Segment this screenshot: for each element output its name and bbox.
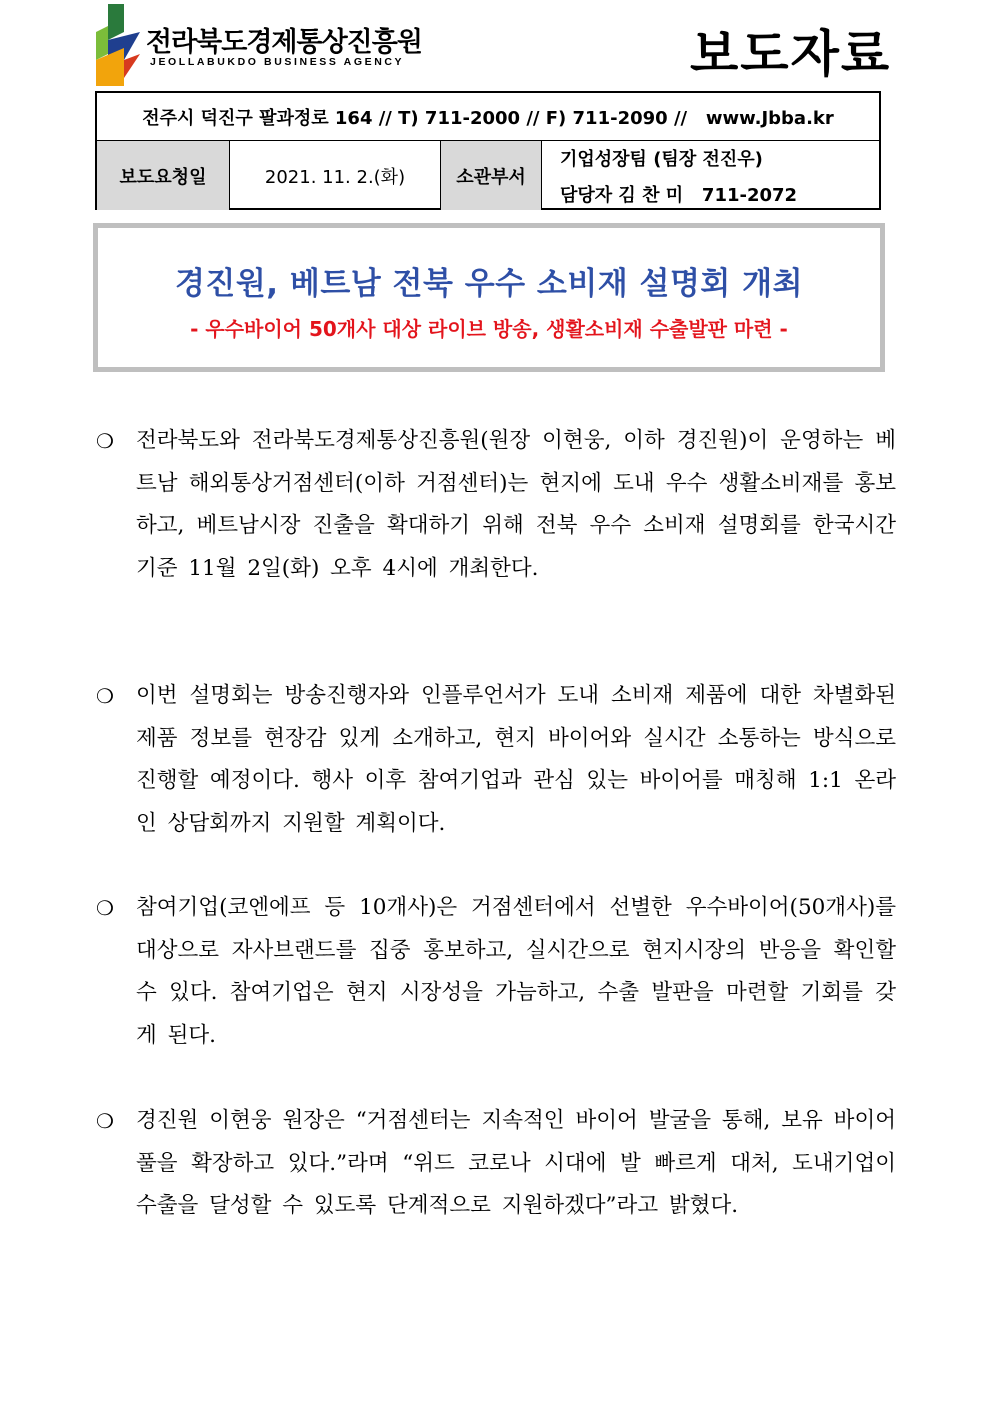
body-paragraph bbox=[96, 675, 896, 845]
document-type-title: 보도자료 bbox=[690, 25, 892, 83]
department-name: 기업성장팀 (팀장 전진우) bbox=[560, 148, 763, 170]
bullet-circle-icon: ❍ bbox=[96, 896, 114, 920]
press-info-table bbox=[95, 91, 881, 210]
headline-subtitle: - 우수바이어 50개사 대상 라이브 방송, 생활소비재 수출발판 마련 - bbox=[190, 317, 788, 341]
logo-mark-icon bbox=[94, 2, 142, 88]
paragraph-text: 전라북도와 전라북도경제통상진흥원(원장 이현웅, 이하 경진원)이 운영하는 베트남 해외통상거점센터(이하 거점센터)는 현지에 도내 우수 생활소비재를 홍보하고, 베트남시장 진출을 확대하기 위해 전북 우수 소비재 설명회를 한국시간 기준 11월 2일(화) 오후 4시에 개최한다. bbox=[136, 428, 896, 581]
paragraph-text: 참여기업(코엔에프 등 10개사)은 거점센터에서 선별한 우수바이어(50개사)를 대상으로 자사브랜드를 집중 홍보하고, 실시간으로 현지시장의 반응을 확인할 수 있다. 참여기업은 현지 시장성을 가늠하고, 수출 발판을 마련할 기회를 갖게 된다. bbox=[136, 895, 896, 1048]
address-text: 전주시 덕진구 팔과정로 164 // T) 711-2000 // F) 711-2090 // www.Jbba.kr bbox=[142, 107, 834, 129]
department-cell bbox=[542, 141, 879, 210]
body-paragraph bbox=[96, 420, 896, 590]
organization-logo bbox=[94, 2, 424, 88]
paragraph-text: 경진원 이현웅 원장은 “거점센터는 지속적인 바이어 발굴을 통해, 보유 바이어풀을 확장하고 있다.”라며 “위드 코로나 시대에 발 빠르게 대처, 도내기업이 수출을 달성할 수 있도록 단계적으로 지원하겠다”라고 밝혔다. bbox=[136, 1108, 896, 1218]
request-date: 2021. 11. 2.(화) bbox=[230, 141, 441, 210]
headline-title: 경진원, 베트남 전북 우수 소비재 설명회 개최 bbox=[174, 266, 804, 302]
body-paragraph bbox=[96, 1100, 896, 1228]
body-paragraph bbox=[96, 887, 896, 1057]
department-label: 소관부서 bbox=[441, 141, 542, 210]
bullet-circle-icon: ❍ bbox=[96, 684, 114, 708]
org-name: 전라북도경제통상진흥원 bbox=[146, 27, 422, 58]
paragraph-text: 이번 설명회는 방송진행자와 인플루언서가 도내 소비재 제품에 대한 차별화된 제품 정보를 현장감 있게 소개하고, 현지 바이어와 실시간 소통하는 방식으로 진행할 예정이다. 행사 이후 참여기업과 관심 있는 바이어를 매칭해 1:1 온라인 상담회까지 지원할 계획이다. bbox=[136, 683, 896, 836]
bullet-circle-icon: ❍ bbox=[96, 429, 114, 453]
request-date-label: 보도요청일 bbox=[97, 141, 230, 210]
contact-person: 담당자 김 찬 미 711-2072 bbox=[560, 184, 798, 206]
org-name-english: JEOLLABUKDO BUSINESS AGENCY bbox=[150, 56, 405, 68]
headline-box bbox=[93, 223, 885, 372]
meta-row bbox=[97, 141, 879, 210]
bullet-circle-icon: ❍ bbox=[96, 1109, 114, 1133]
address-row bbox=[97, 93, 879, 141]
